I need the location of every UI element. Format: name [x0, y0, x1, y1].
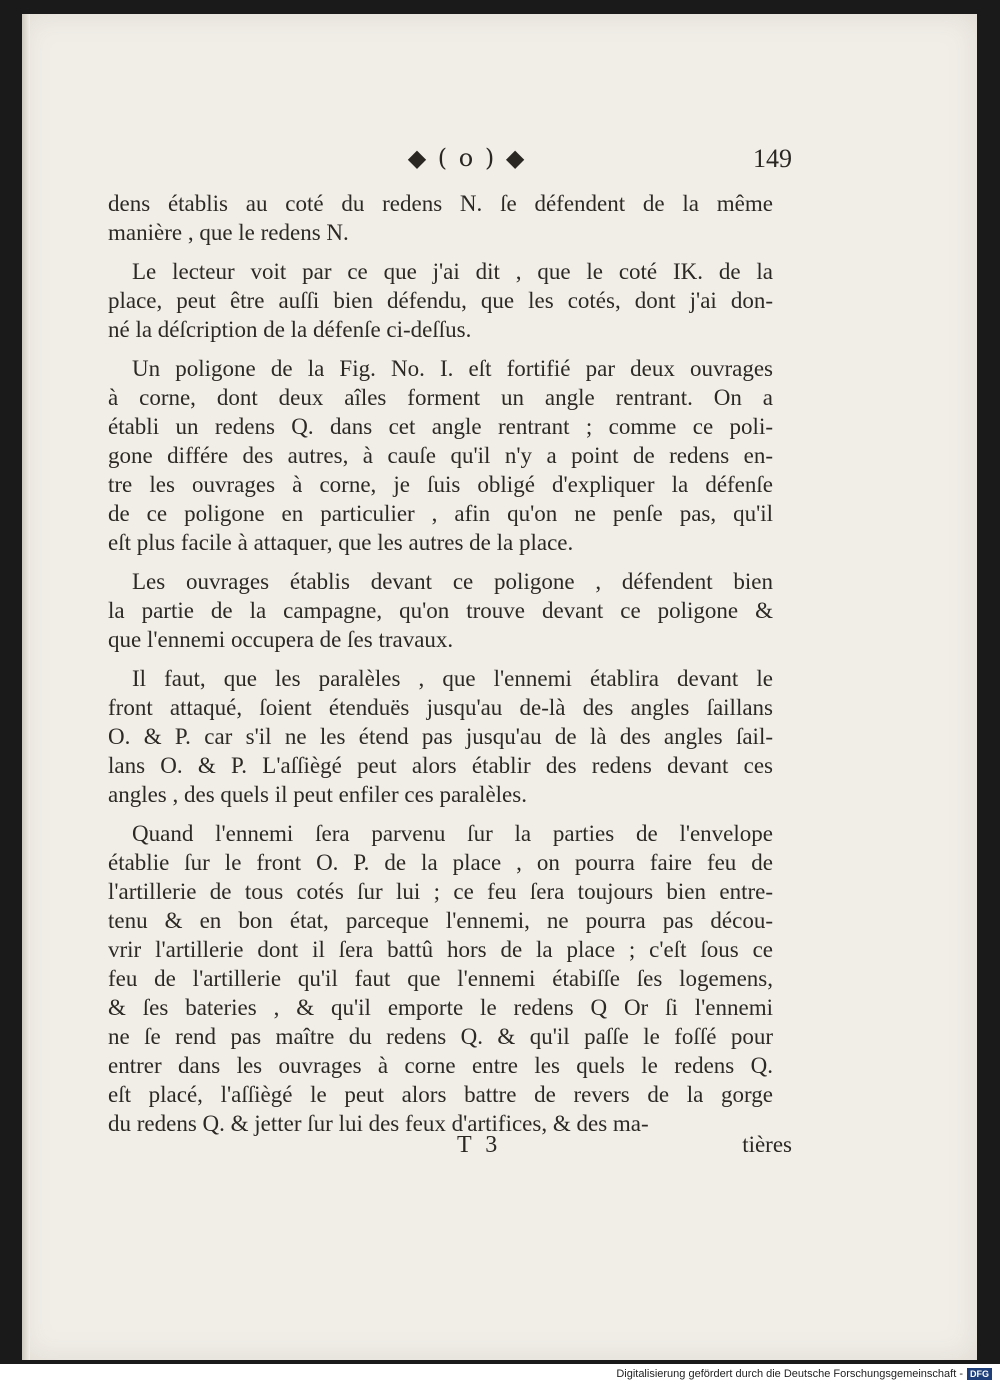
header-ornament: ◆ ( o ) ◆ — [407, 144, 527, 172]
text-line: du redens Q. & jetter ſur lui des feux d'artifices, & des ma- — [108, 1111, 649, 1136]
text-line: Le lecteur voit par ce que j'ai dit , que le coté IK. de la — [132, 259, 773, 284]
text-line: Il faut, que les paralèles , que l'ennemi établira devant le — [132, 666, 773, 691]
text-line: entrer dans les ouvrages à corne entre les quels le redens Q. — [108, 1053, 773, 1078]
paragraph — [108, 567, 773, 654]
text-line: lans O. & P. L'aſſiègé peut alors établir des redens devant ces — [108, 753, 773, 778]
text-line: à corne, dont deux aîles forment un angle rentrant. On a — [108, 385, 773, 410]
text-line: tenu & en bon état, parceque l'ennemi, ne pourra pas décou- — [108, 908, 773, 933]
book-page — [22, 14, 977, 1360]
paragraph — [108, 354, 773, 557]
text-line: manière , que le redens N. — [108, 220, 349, 245]
text-line: vrir l'artillerie dont il ſera battû hors de la place ; c'eſt ſous ce — [108, 937, 773, 962]
text-line: l'artillerie de tous cotés ſur lui ; ce feu ſera toujours bien entre- — [108, 879, 773, 904]
dfg-logo-icon: DFG — [967, 1368, 992, 1380]
text-line: Les ouvrages établis devant ce poligone , défendent bien — [132, 569, 773, 594]
body-text — [108, 189, 773, 1148]
text-line: front attaqué, ſoient étenduës jusqu'au de-là des angles ſaillans — [108, 695, 773, 720]
text-line: gone différe des autres, à cauſe qu'il n'y a point de redens en- — [108, 443, 773, 468]
page-number: 149 — [753, 144, 792, 173]
text-line: dens établis au coté du redens N. ſe défendent de la même — [108, 191, 773, 216]
text-line: établi un redens Q. dans cet angle rentrant ; comme ce poli- — [108, 414, 773, 439]
text-line: Un poligone de la Fig. No. I. eſt fortifié par deux ouvrages — [132, 356, 773, 381]
text-line: de ce poligone en particulier , afin qu'on ne penſe pas, qu'il — [108, 501, 773, 526]
text-line: O. & P. car s'il ne les étend pas jusqu'au de là des angles ſail- — [108, 724, 773, 749]
text-line: feu de l'artillerie qu'il faut que l'ennemi étabiſſe ſes logemens, — [108, 966, 773, 991]
credit-text: Digitalisierung gefördert durch die Deutsche Forschungsgemeinschaft - — [616, 1368, 963, 1380]
text-line: eſt plus facile à attaquer, que les autres de la place. — [108, 530, 574, 555]
paragraph — [108, 664, 773, 809]
paragraph — [108, 189, 773, 247]
running-header — [22, 144, 977, 184]
text-line: né la déſcription de la défenſe ci-deſſus. — [108, 317, 472, 342]
text-line: tre les ouvrages à corne, je ſuis obligé d'expliquer la défenſe — [108, 472, 773, 497]
paragraph — [108, 819, 773, 1138]
page-spine-shadow — [22, 14, 30, 1360]
text-line: eſt placé, l'aſſiègé le peut alors battre de revers de la gorge — [108, 1082, 773, 1107]
text-line: ne ſe rend pas maître du redens Q. & qu'il paſſe le foſſé pour — [108, 1024, 773, 1049]
text-line: la partie de la campagne, qu'on trouve devant ce poligone & — [108, 598, 773, 623]
text-line: & ſes bateries , & qu'il emporte le redens Q Or ſi l'ennemi — [108, 995, 773, 1020]
text-line: angles , des quels il peut enfiler ces paralèles. — [108, 782, 527, 807]
catchword: tières — [742, 1132, 792, 1157]
text-line: que l'ennemi occupera de ſes travaux. — [108, 627, 454, 652]
text-line: établie ſur le front O. P. de la place , on pourra faire feu de — [108, 850, 773, 875]
signature-mark: T 3 — [457, 1132, 502, 1158]
paragraph — [108, 257, 773, 344]
text-line: Quand l'ennemi ſera parvenu ſur la parties de l'envelope — [132, 821, 773, 846]
digitization-credit — [616, 1368, 992, 1380]
text-line: place, peut être auſſi bien défendu, que les cotés, dont j'ai don- — [108, 288, 773, 313]
